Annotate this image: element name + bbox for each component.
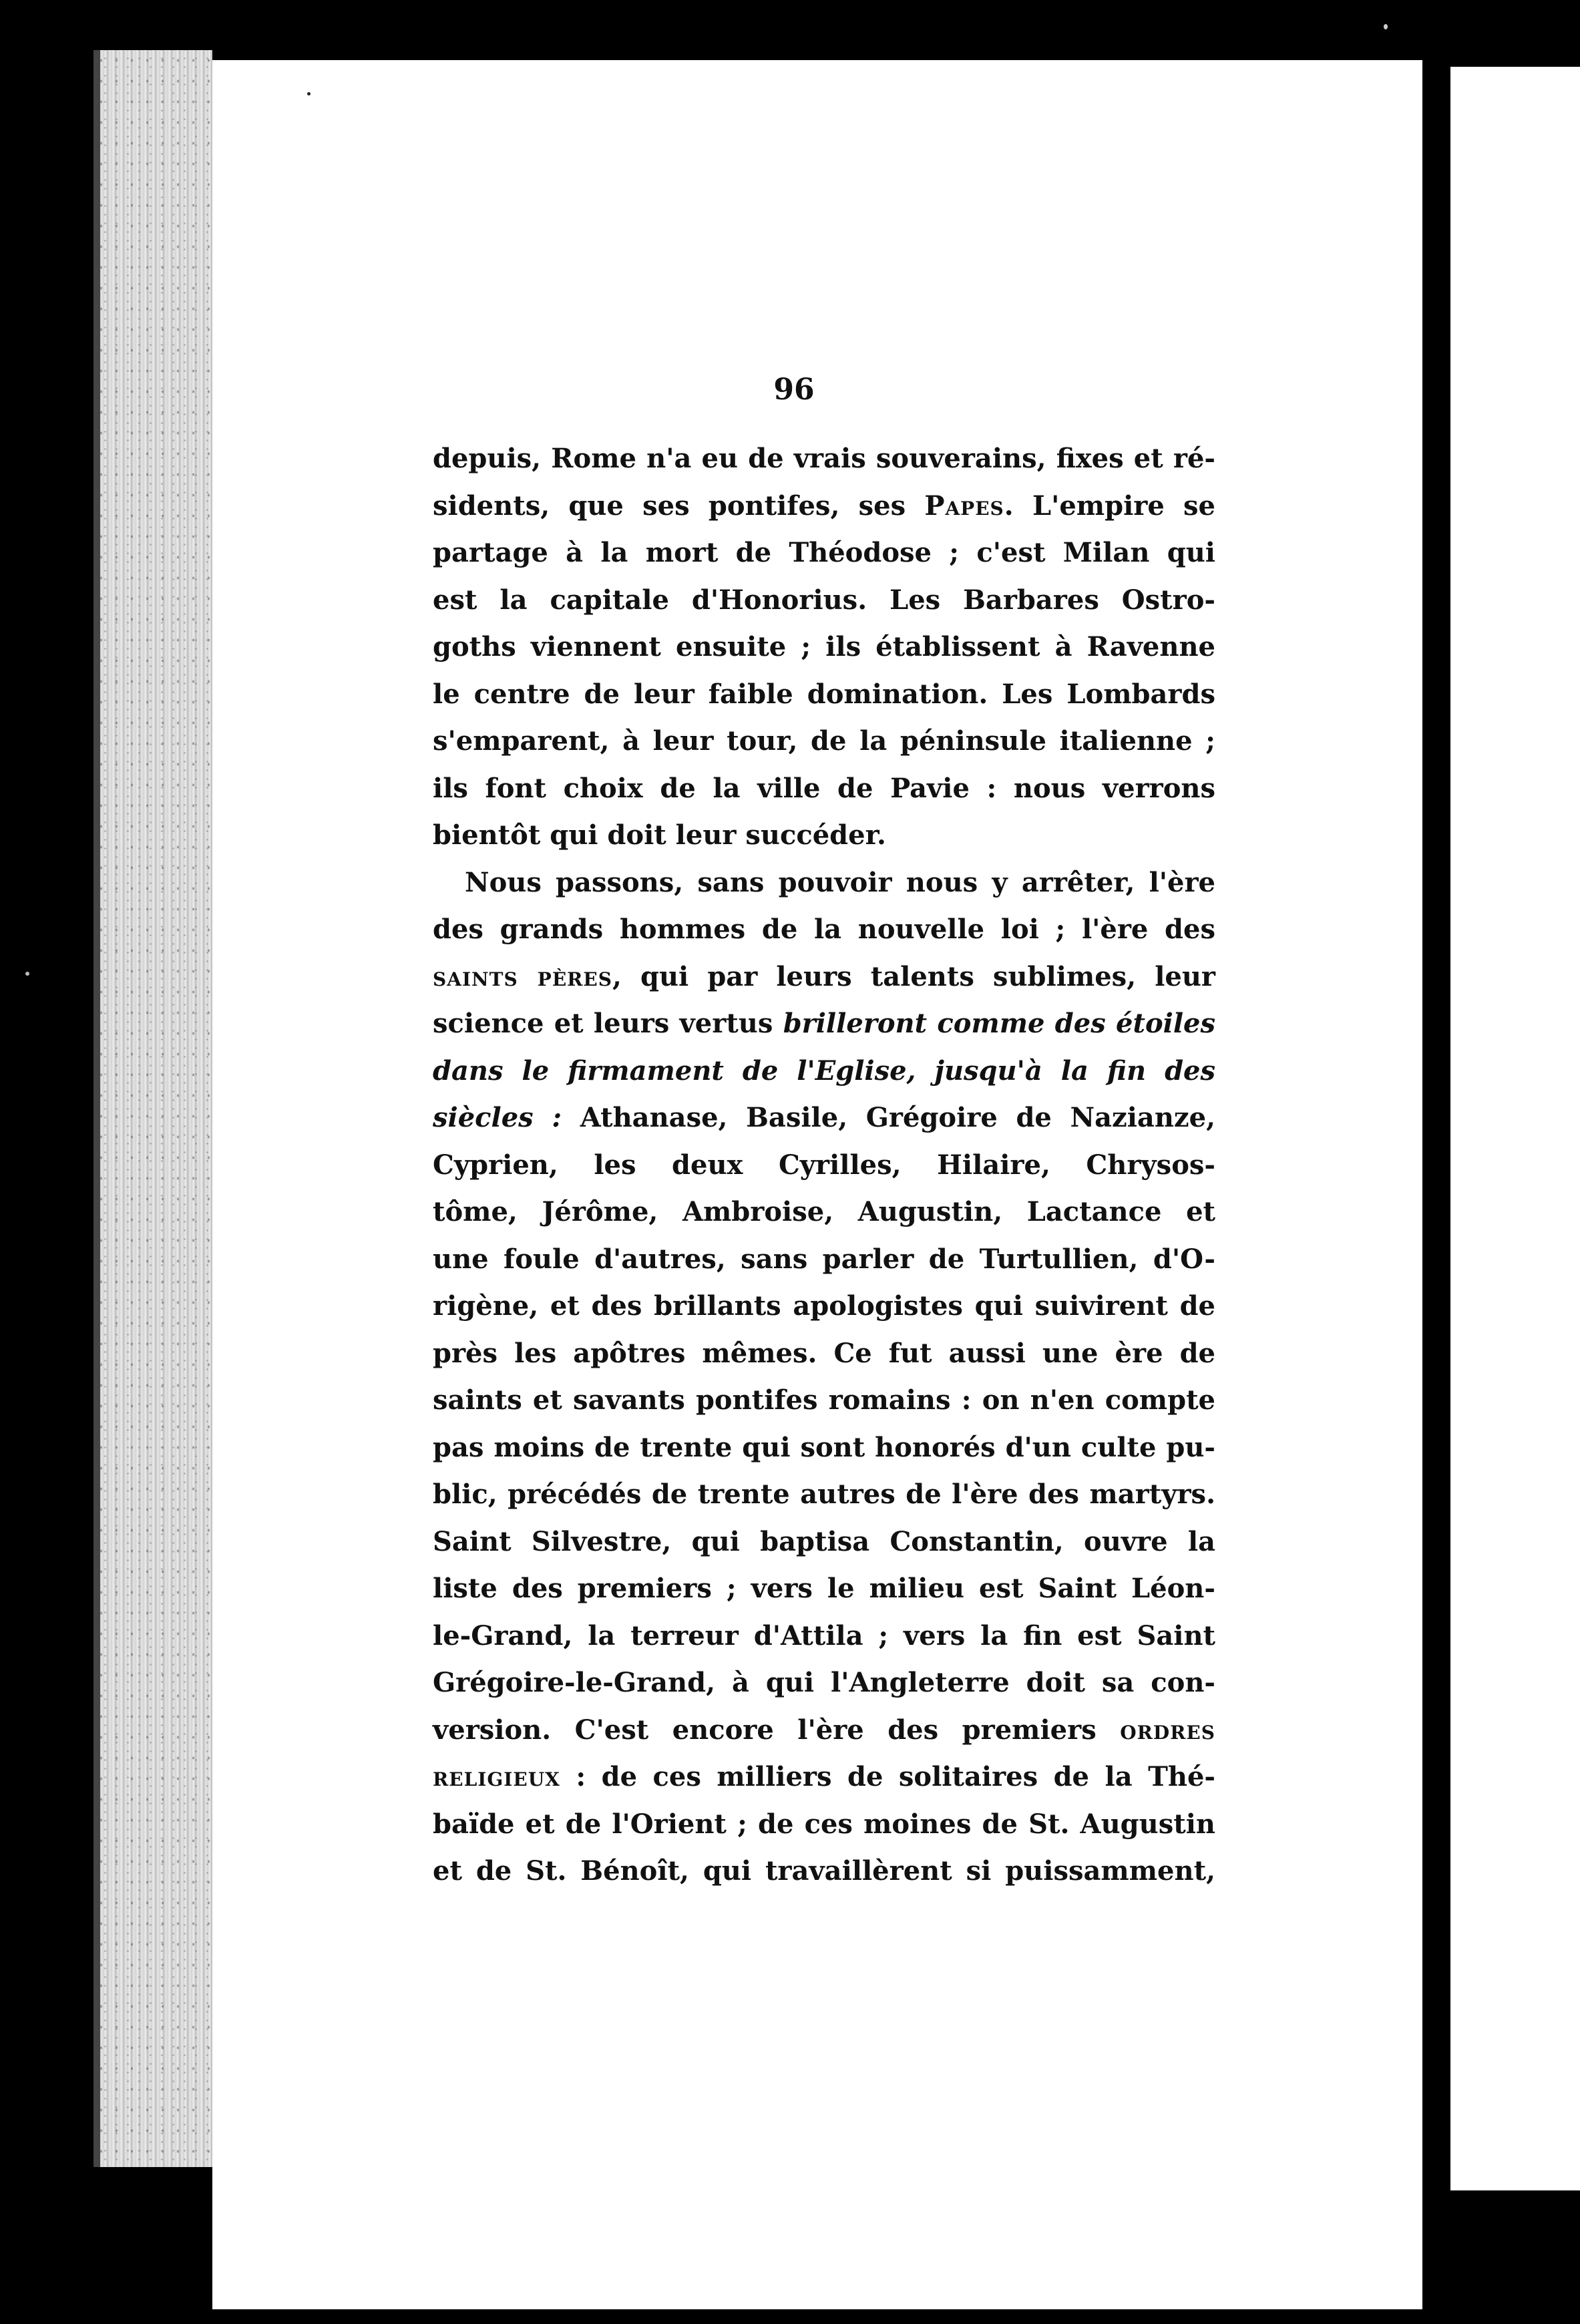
text-line	[433, 906, 1215, 954]
text-segment: goths viennent ensuite ; ils établissent à Ravenne	[433, 631, 1215, 662]
text-segment: Nous passons, sans pouvoir nous y arrêter, l'ère	[465, 866, 1215, 898]
page-edge-shadow	[93, 50, 100, 2167]
dust-speck	[25, 972, 29, 976]
facing-page-edge	[1450, 67, 1580, 2190]
text-segment: partage à la mort de Théodose ; c'est Milan qui	[433, 537, 1215, 568]
page-number: 96	[773, 373, 815, 407]
text-segment: blic, précédés de trente autres de l'ère des martyrs.	[433, 1479, 1215, 1510]
text-line	[433, 954, 1215, 1001]
text-line	[433, 671, 1215, 719]
text-segment: liste des premiers ; vers le milieu est Saint Léon-	[433, 1573, 1215, 1604]
small-caps-text: ordres	[1120, 1714, 1215, 1746]
text-segment: Cyprien, les deux Cyrilles, Hilaire, Chrysos-	[433, 1149, 1215, 1181]
small-caps-text: Papes	[924, 490, 1004, 522]
small-caps-text: saints pères	[433, 960, 612, 992]
page-edge-speckles	[93, 50, 212, 2167]
text-line	[433, 1236, 1215, 1284]
text-line	[433, 1848, 1215, 1895]
text-line	[433, 1377, 1215, 1424]
text-segment: version. C'est encore l'ère des premiers	[433, 1714, 1121, 1746]
dust-speck	[1384, 24, 1388, 29]
text-line	[433, 1754, 1215, 1801]
text-segment: : de ces milliers de solitaires de la Thé-	[560, 1761, 1215, 1792]
text-segment: pas moins de trente qui sont honorés d'un culte pu-	[433, 1431, 1215, 1463]
gutter-shadow	[1422, 60, 1450, 2324]
text-line	[433, 1613, 1215, 1660]
text-segment: tôme, Jérôme, Ambroise, Augustin, Lactance et	[433, 1196, 1215, 1227]
text-line	[433, 1660, 1215, 1707]
text-segment: saints et savants pontifes romains : on n'en compte	[433, 1384, 1215, 1416]
text-segment: baïde et de l'Orient ; de ces moines de St. Augustin	[433, 1808, 1215, 1840]
text-line	[433, 718, 1215, 765]
text-segment: sidents, que ses pontifes, ses	[433, 490, 925, 522]
text-line	[433, 577, 1215, 624]
text-segment: ils font choix de la ville de Pavie : nous verrons	[433, 772, 1215, 804]
small-caps-text: religieux	[433, 1761, 560, 1792]
text-segment: Grégoire-le-Grand, à qui l'Angleterre doit sa con-	[433, 1667, 1215, 1698]
text-line	[433, 1707, 1215, 1754]
text-line	[433, 1471, 1215, 1519]
text-segment: , qui par leurs talents sublimes, leur	[612, 960, 1215, 992]
text-line	[433, 1142, 1215, 1189]
text-line	[433, 1801, 1215, 1849]
text-line	[433, 624, 1215, 671]
text-segment: le-Grand, la terreur d'Attila ; vers la fin est Saint	[433, 1619, 1215, 1652]
text-segment: s'emparent, à leur tour, de la péninsule italienne ;	[433, 725, 1215, 757]
text-segment: des grands hommes de la nouvelle loi ; l'ère des	[433, 914, 1215, 945]
text-line	[433, 765, 1215, 813]
text-line	[433, 1519, 1215, 1566]
text-line	[433, 435, 1215, 483]
text-segment: depuis, Rome n'a eu de vrais souverains, fixes et ré-	[433, 443, 1215, 474]
text-line	[433, 1048, 1215, 1095]
italic-text: dans le firmament de l'Eglise, jusqu'à la fin des	[433, 1054, 1215, 1087]
body-text	[433, 435, 1215, 1895]
text-segment: bientôt qui doit leur succéder.	[433, 819, 886, 851]
text-line	[433, 483, 1215, 530]
text-line	[433, 1000, 1215, 1048]
text-line	[433, 1424, 1215, 1472]
text-segment: une foule d'autres, sans parler de Turtullien, d'O-	[433, 1243, 1215, 1275]
text-line	[433, 1189, 1215, 1236]
text-line	[433, 530, 1215, 577]
italic-text: siècles :	[433, 1102, 562, 1133]
text-line	[433, 1330, 1215, 1378]
book-page	[212, 60, 1422, 2309]
text-line	[433, 812, 1215, 859]
text-segment: le centre de leur faible domination. Les Lombards	[433, 678, 1215, 710]
text-line	[433, 1095, 1215, 1142]
text-segment: Athanase, Basile, Grégoire de Nazianze,	[562, 1102, 1216, 1133]
text-segment: . L'empire se	[1004, 490, 1216, 522]
text-segment: et de St. Bénoît, qui travaillèrent si puissamment,	[433, 1855, 1215, 1887]
text-line	[433, 859, 1215, 907]
text-segment: Saint Silvestre, qui baptisa Constantin, ouvre la	[433, 1525, 1215, 1557]
text-line	[433, 1565, 1215, 1613]
text-line	[433, 1283, 1215, 1330]
text-segment: près les apôtres mêmes. Ce fut aussi une ère de	[433, 1337, 1215, 1369]
text-segment: est la capitale d'Honorius. Les Barbares Ostro-	[433, 584, 1215, 616]
text-segment: science et leurs vertus	[433, 1008, 783, 1039]
dust-speck	[307, 92, 311, 95]
italic-text: brilleront comme des étoiles	[783, 1008, 1216, 1039]
text-segment: rigène, et des brillants apologistes qui suivirent de	[433, 1290, 1215, 1322]
